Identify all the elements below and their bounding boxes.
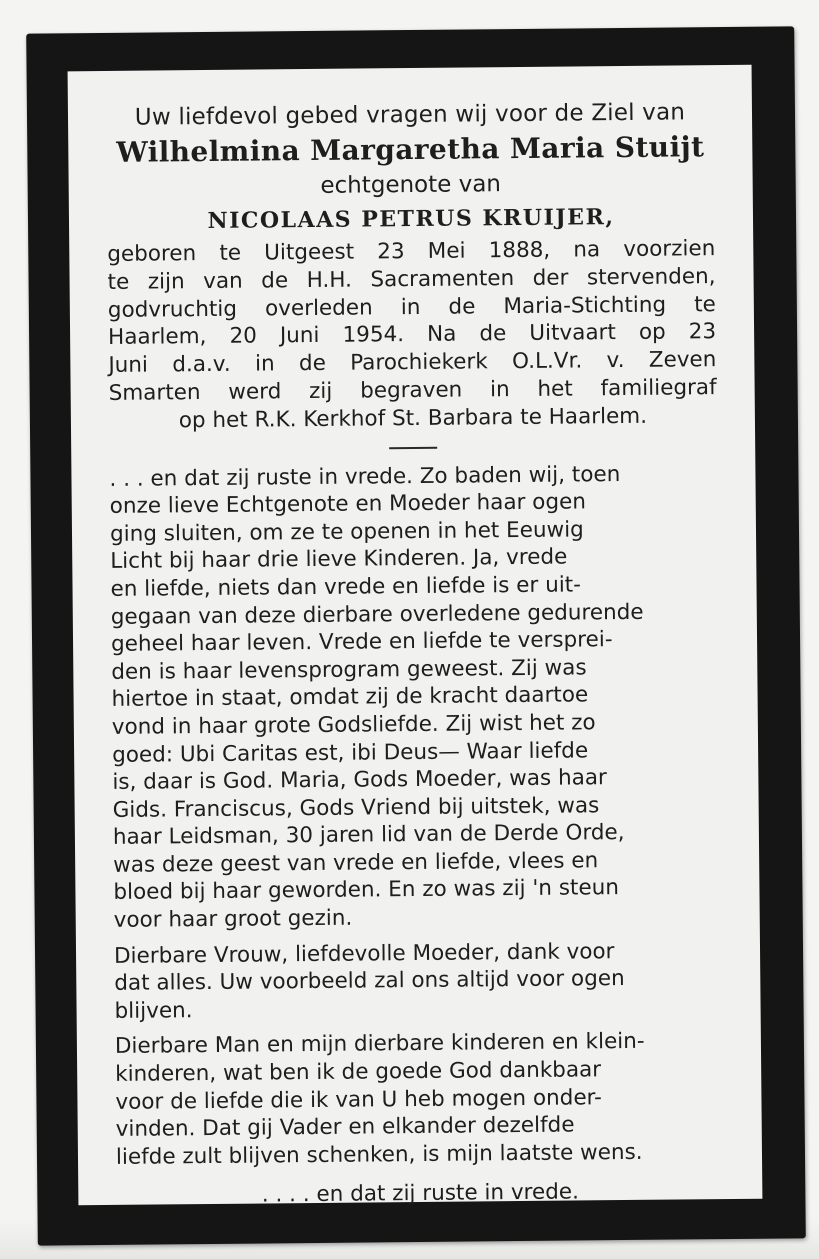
mother-line: Dierbare Vrouw, liefdevolle Moeder, dank voor [113,938,615,969]
farewell-paragraph [115,1028,724,1172]
biography-paragraph [107,235,717,435]
farewell-line: voor de liefde die ik van U heb mogen onder- [115,1084,602,1115]
spouse-label: echtgenote van [320,171,502,199]
reflection-line: den is haar levensprogram geweest. Zij was [111,655,587,685]
reflection-line: en liefde, niets dan vrede en liefde is er uit- [110,572,582,602]
reflection-line: is, daar is God. Maria, Gods Moeder, was haar [112,765,607,796]
reflection-line: bloed bij haar geworden. En zo was zij 'n steun [113,875,620,906]
bio-line: Juni d.a.v. in de Parochiekerk O.L.Vr. v. Zeven [108,347,717,379]
reflection-line: onze lieve Echtgenote en Moeder haar ogen [109,489,587,520]
spouse-name: NICOLAAS PETRUS KRUIJER, [207,204,615,234]
bio-line: op het R.K. Kerkhof St. Barbara te Haarlem. [178,403,648,434]
reflection-line: was deze geest van vrede en liefde, vlees en [113,848,599,878]
mother-line: dat alles. Uw voorbeeld zal ons altijd voor ogen [114,966,625,997]
farewell-line: Dierbare Man en mijn dierbare kinderen en klein- [114,1029,645,1060]
reflection-line: voor haar groot gezin. [113,905,353,933]
intro-text: Uw liefdevol gebed vragen wij voor de Ziel van [134,99,686,131]
reflection-line: vond in haar grote Godsliefde. Zij wist het zo [111,710,596,740]
bio-line: godvruchtig overleden in de Maria-Stichting te [107,291,716,323]
reflection-line: ging sluiten, om ze te openen in het Eeuwig [109,517,584,547]
reflection-line: Gids. Franciscus, Gods Vriend bij uitstek, was [112,792,600,823]
reflection-line: geheel haar leven. Vrede en liefde te versprei- [110,627,613,658]
reflection-line: . . . en dat zij ruste in vrede. Zo baden wij, toen [109,461,621,492]
farewell-line: kinderen, wat ben ik de goede God dankbaar [115,1057,602,1087]
reflection-line: gegaan van deze dierbare overledene gedurende [110,599,644,630]
farewell-line: liefde zult blijven schenken, is mijn laatste wens. [115,1139,643,1170]
bio-line: Smarten werd zij begraven in het familiegraf [108,375,717,406]
mother-line: blijven. [114,998,193,1024]
reflection-paragraph [109,460,721,935]
divider-rule [389,446,437,448]
bio-line: te zijn van de H.H. Sacramenten der stervenden, [107,263,716,295]
reflection-line: Licht bij haar drie lieve Kinderen. Ja, vrede [110,544,568,575]
farewell-line: vinden. Dat gij Vader en elkander dezelfde [115,1112,575,1143]
closing-line: . . . . en dat zij ruste in vrede. [261,1179,580,1208]
reflection-line: hiertoe in staat, omdat zij de kracht daartoe [111,682,589,713]
deceased-name: Wilhelmina Margaretha Maria Stuijt [116,130,705,169]
reflection-line: haar Leidsman, 30 jaren lid van de Derde Orde, [112,820,625,851]
bio-line: geboren te Uitgeest 23 Mei 1888, na voorzien [107,236,716,267]
reflection-line: goed: Ubi Caritas est, ibi Deus— Waar liefde [112,737,589,768]
memorial-card [26,26,806,1245]
bio-line: Haarlem, 20 Juni 1954. Na de Uitvaart op 23 [108,319,717,351]
mother-paragraph [114,937,723,1026]
card-text-panel [68,65,763,1206]
